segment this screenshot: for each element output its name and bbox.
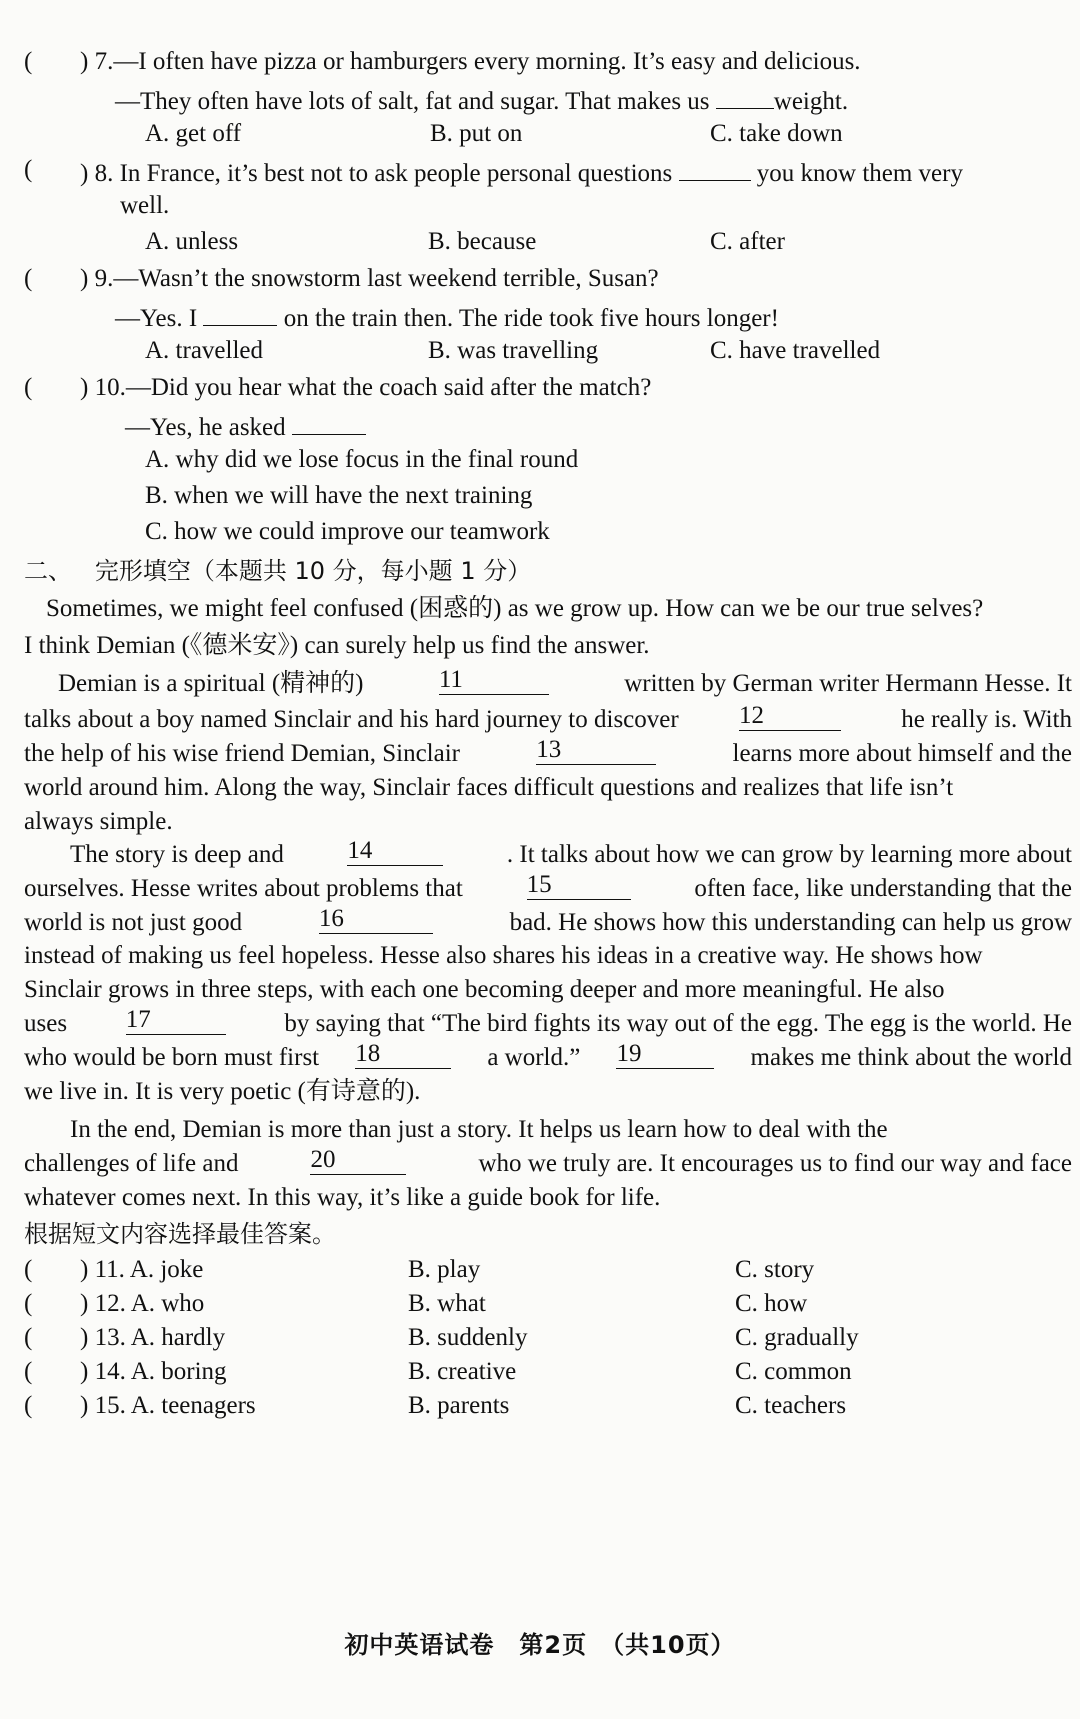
answer-paren: (: [24, 265, 33, 292]
question-line: ) 9.—Wasn’t the snowstorm last weekend terrible, Susan?: [80, 265, 659, 292]
answer-blank: [716, 80, 774, 109]
passage-line: Sinclair grows in three steps, with each one becoming deeper and more meaningful. He also: [24, 976, 945, 1003]
passage-line: The story is deep and 14 . It talks about how we can grow by learning more about: [70, 837, 1072, 868]
option-c: C. how we could improve our teamwork: [145, 518, 550, 545]
blank-20: 20: [310, 1146, 406, 1175]
answer-blank: [203, 297, 277, 326]
answer-paren: (: [24, 1256, 33, 1283]
answer-paren: (: [24, 48, 33, 75]
option-c: C. gradually: [735, 1324, 859, 1351]
question-line: —Yes, he asked: [125, 406, 366, 442]
question-line: —They often have lots of salt, fat and sugar. That makes us weight.: [115, 80, 848, 116]
question-line: ) 7.—I often have pizza or hamburgers every morning. It’s easy and delicious.: [80, 48, 861, 75]
option-a: ) 15. A. teenagers: [80, 1392, 256, 1419]
option-a: A. travelled: [145, 337, 264, 364]
passage-line: we live in. It is very poetic (有诗意的).: [24, 1078, 421, 1105]
option-c: C. story: [735, 1256, 815, 1283]
section-heading: 二、 完形填空（本题共 10 分，每小题 1 分）: [24, 557, 532, 585]
passage-line: I think Demian (《德米安》) can surely help us find the answer.: [24, 632, 650, 659]
option-c: C. have travelled: [710, 337, 881, 364]
blank-17: 17: [126, 1006, 226, 1035]
passage-line: Sometimes, we might feel confused (困惑的) as we grow up. How can we be our true selves?: [46, 595, 984, 622]
passage-line: In the end, Demian is more than just a story. It helps us learn how to deal with the: [70, 1116, 888, 1143]
question-line: ) 10.—Did you hear what the coach said after the match?: [80, 374, 652, 401]
blank-14: 14: [347, 837, 443, 866]
option-a: ) 13. A. hardly: [80, 1324, 226, 1351]
option-b: B. parents: [408, 1392, 510, 1419]
blank-16: 16: [319, 905, 433, 934]
passage-line: who would be born must first 18 a world.” 19 makes me think about the world: [24, 1040, 1072, 1071]
option-b: B. because: [428, 228, 537, 255]
instruction: 根据短文内容选择最佳答案。: [24, 1220, 336, 1248]
option-c: C. how: [735, 1290, 808, 1317]
passage-line: talks about a boy named Sinclair and his hard journey to discover 12 he really is. With: [24, 702, 1072, 733]
option-b: B. was travelling: [428, 337, 599, 364]
option-b: B. what: [408, 1290, 486, 1317]
passage-line: world is not just good 16 bad. He shows how this understanding can help us grow: [24, 905, 1072, 936]
blank-13: 13: [536, 736, 656, 765]
option-b: B. when we will have the next training: [145, 482, 533, 509]
answer-blank: [292, 406, 366, 435]
option-a: A. unless: [145, 228, 239, 255]
option-a: ) 11. A. joke: [80, 1256, 204, 1283]
answer-blank: [679, 152, 751, 181]
option-c: C. common: [735, 1358, 852, 1385]
option-b: B. suddenly: [408, 1324, 528, 1351]
answer-paren: (: [24, 1392, 33, 1419]
option-b: B. creative: [408, 1358, 517, 1385]
passage-line: world around him. Along the way, Sinclair faces difficult questions and realizes that life isn’t: [24, 774, 954, 801]
passage-line: ourselves. Hesse writes about problems that 15 often face, like understanding that the: [24, 871, 1072, 902]
passage-line: challenges of life and 20 who we truly are. It encourages us to find our way and face: [24, 1146, 1072, 1177]
blank-12: 12: [739, 702, 841, 731]
passage-line: whatever comes next. In this way, it’s like a guide book for life.: [24, 1184, 661, 1211]
blank-15: 15: [527, 871, 631, 900]
blank-18: 18: [355, 1040, 451, 1069]
option-c: C. teachers: [735, 1392, 847, 1419]
option-a: A. why did we lose focus in the final round: [145, 446, 579, 473]
option-b: B. play: [408, 1256, 481, 1283]
passage-line: Demian is a spiritual (精神的) 11 written by German writer Hermann Hesse. It: [58, 666, 1072, 697]
question-line: —Yes. I on the train then. The ride took five hours longer!: [115, 297, 779, 333]
blank-11: 11: [439, 666, 549, 695]
passage-line: always simple.: [24, 808, 173, 835]
blank-19: 19: [616, 1040, 714, 1069]
answer-paren: (: [24, 1290, 33, 1317]
question-line: well.: [120, 192, 170, 219]
answer-paren: (: [24, 156, 33, 183]
option-a: ) 12. A. who: [80, 1290, 205, 1317]
passage-line: instead of making us feel hopeless. Hesse also shares his ideas in a creative way. He shows how: [24, 942, 983, 969]
option-c: C. after: [710, 228, 785, 255]
answer-paren: (: [24, 1358, 33, 1385]
page-footer: 初中英语试卷 第2页 （共10页）: [344, 1631, 736, 1659]
question-line: ) 8. In France, it’s best not to ask people personal questions you know them very: [80, 152, 963, 188]
answer-paren: (: [24, 1324, 33, 1351]
option-a: ) 14. A. boring: [80, 1358, 227, 1385]
passage-line: uses 17 by saying that “The bird fights its way out of the egg. The egg is the world. He: [24, 1006, 1072, 1037]
option-a: A. get off: [145, 120, 242, 147]
passage-line: the help of his wise friend Demian, Sinclair 13 learns more about himself and the: [24, 736, 1072, 767]
answer-paren: (: [24, 374, 33, 401]
option-c: C. take down: [710, 120, 843, 147]
option-b: B. put on: [430, 120, 523, 147]
